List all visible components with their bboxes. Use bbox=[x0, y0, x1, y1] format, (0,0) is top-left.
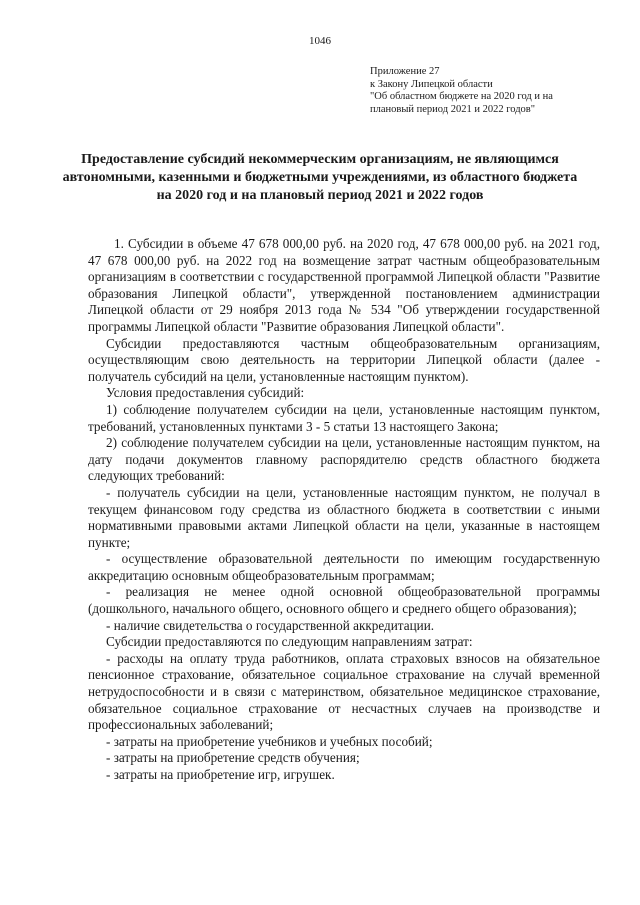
paragraph: - наличие свидетельства о государственной аккредитации. bbox=[106, 617, 435, 633]
paragraph: - затраты на приобретение игр, игрушек. bbox=[106, 767, 335, 782]
appendix-line: Приложение 27 bbox=[370, 66, 440, 77]
paragraph: - затраты на приобретение средств обучения; bbox=[106, 750, 360, 766]
paragraph: 2) соблюдение получателем субсидии на цели, установленные настоящим пунктом, на дату подачи документов главному распорядителю средств областного бюджета следующих требований: bbox=[88, 435, 600, 484]
page-number: 1046 bbox=[309, 35, 331, 47]
appendix-line: к Закону Липецкой области bbox=[370, 78, 493, 90]
appendix-line: "Об областном бюджете на 2020 год и на bbox=[370, 91, 553, 102]
paragraph: Субсидии предоставляются частным общеобразовательным организациям, осуществляющим свою деятельность на территории Липецкой области (далее - получатель субсидий на цели, установленные настоящим пунктом). bbox=[88, 335, 600, 384]
paragraph: - затраты на приобретение учебников и учебных пособий; bbox=[106, 733, 433, 749]
document-body bbox=[88, 236, 600, 784]
paragraph: 1) соблюдение получателем субсидии на цели, установленные настоящим пунктом, требований, установленных пунктами 3 - 5 статьи 13 настоящего Закона; bbox=[88, 401, 600, 434]
paragraph: - получатель субсидии на цели, установленные настоящим пунктом, не получал в текущем финансовом году средства из областного бюджета в соответствии с иными нормативными правовыми актами Липецкой области на цели, указанные в настоящем пункте; bbox=[88, 484, 600, 550]
appendix-reference bbox=[370, 66, 610, 116]
appendix-line: плановый период 2021 и 2022 годов" bbox=[370, 103, 536, 115]
paragraph: Условия предоставления субсидий: bbox=[106, 385, 305, 401]
paragraph: - осуществление образовательной деятельности по имеющим государственную аккредитацию основным общеобразовательным программам; bbox=[88, 551, 600, 583]
paragraph: Субсидии предоставляются по следующим направлениям затрат: bbox=[106, 634, 473, 650]
paragraph: 1. Субсидии в объеме 47 678 000,00 руб. на 2020 год, 47 678 000,00 руб. на 2021 год, 47 678 000,00 руб. на 2022 год на возмещение затрат частным общеобразовательным организациям в соответствии с государственной программой Липецкой области "Развитие образования Липецкой области", утвержденной постановлением администрации Липецкой области от 29 ноября 2013 года № 534 "Об утверждении государственной программы Липецкой области "Развитие образования Липецкой области". bbox=[88, 236, 600, 334]
document-title: Предоставление субсидий некоммерческим организациям, не являющимся автономными, казенными и бюджетными учреждениями, из областного бюджета на 2020 год и на плановый период 2021 и 2022 годов bbox=[62, 152, 578, 203]
paragraph: - расходы на оплату труда работников, оплата страховых взносов на обязательное пенсионное страхование, обязательное социальное страхование на случай временной нетрудоспособности и в связи с материнством, обязательное медицинское страхование, обязательное социальное страхование от несчастных случаев на производстве и профессиональных заболеваний; bbox=[88, 650, 600, 733]
paragraph: - реализация не менее одной основной общеобразовательной программы (дошкольного, начального общего, основного общего и среднего общего образования); bbox=[88, 584, 600, 617]
